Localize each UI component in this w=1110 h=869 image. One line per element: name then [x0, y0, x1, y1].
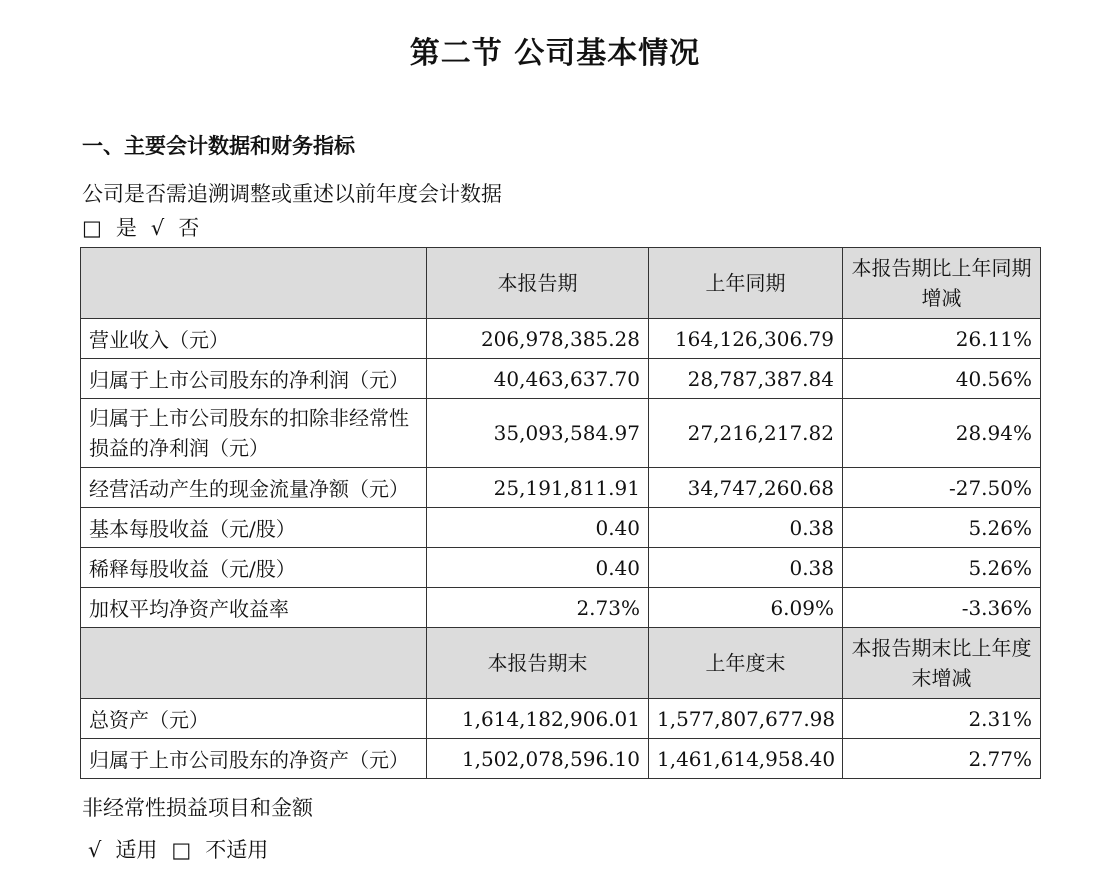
prior-value: 1,461,614,958.40: [649, 739, 843, 779]
row-label: 加权平均净资产收益率: [81, 588, 427, 628]
restate-question: 公司是否需追溯调整或重述以前年度会计数据: [82, 182, 502, 206]
prior-value: 164,126,306.79: [649, 319, 843, 359]
table-row: [81, 508, 1041, 548]
yes-label: 是: [115, 216, 137, 240]
current-value: 0.40: [427, 548, 649, 588]
header-cell: 本报告期比上年同期增减: [843, 248, 1041, 319]
row-label: 总资产（元）: [81, 699, 427, 739]
applicable-label: 适用: [115, 838, 158, 862]
change-value: 28.94%: [843, 399, 1041, 468]
header-cell: 上年度末: [649, 628, 843, 699]
table-row: [81, 548, 1041, 588]
not-applicable-label: 不适用: [205, 838, 269, 862]
no-checkmark[interactable]: √: [150, 216, 165, 240]
page-title: 第二节 公司基本情况: [409, 36, 701, 71]
row-label: 基本每股收益（元/股）: [81, 508, 427, 548]
change-value: 26.11%: [843, 319, 1041, 359]
table-row: [81, 699, 1041, 739]
table-row: [81, 468, 1041, 508]
table-row: [81, 399, 1041, 468]
row-label: 归属于上市公司股东的扣除非经常性损益的净利润（元）: [81, 399, 427, 468]
current-value: 2.73%: [427, 588, 649, 628]
change-value: 40.56%: [843, 359, 1041, 399]
current-value: 206,978,385.28: [427, 319, 649, 359]
prior-value: 0.38: [649, 548, 843, 588]
current-value: 40,463,637.70: [427, 359, 649, 399]
header-cell: [81, 628, 427, 699]
table-header-row: [81, 628, 1041, 699]
current-value: 1,502,078,596.10: [427, 739, 649, 779]
row-label: 稀释每股收益（元/股）: [81, 548, 427, 588]
prior-value: 27,216,217.82: [649, 399, 843, 468]
change-value: 2.77%: [843, 739, 1041, 779]
header-cell: 上年同期: [649, 248, 843, 319]
row-label: 归属于上市公司股东的净资产（元）: [81, 739, 427, 779]
prior-value: 6.09%: [649, 588, 843, 628]
change-value: 5.26%: [843, 508, 1041, 548]
current-value: 35,093,584.97: [427, 399, 649, 468]
section-heading: 一、主要会计数据和财务指标: [82, 134, 355, 158]
row-label: 营业收入（元）: [81, 319, 427, 359]
change-value: 5.26%: [843, 548, 1041, 588]
header-cell: 本报告期末: [427, 628, 649, 699]
prior-value: 1,577,807,677.98: [649, 699, 843, 739]
row-label: 经营活动产生的现金流量净额（元）: [81, 468, 427, 508]
prior-value: 34,747,260.68: [649, 468, 843, 508]
header-cell: 本报告期: [427, 248, 649, 319]
no-label: 否: [178, 216, 200, 240]
table-row: [81, 359, 1041, 399]
prior-value: 0.38: [649, 508, 843, 548]
change-value: 2.31%: [843, 699, 1041, 739]
current-value: 0.40: [427, 508, 649, 548]
header-cell: [81, 248, 427, 319]
yes-checkbox[interactable]: □: [82, 216, 102, 240]
change-value: -27.50%: [843, 468, 1041, 508]
nonrecurring-heading: 非经常性损益项目和金额: [82, 796, 313, 820]
nonrecurring-options: [82, 834, 268, 864]
current-value: 1,614,182,906.01: [427, 699, 649, 739]
prior-value: 28,787,387.84: [649, 359, 843, 399]
applicable-checkmark[interactable]: √: [88, 838, 102, 862]
table-row: [81, 588, 1041, 628]
restate-options: [82, 212, 199, 242]
table-row: [81, 319, 1041, 359]
table-header-row: [81, 248, 1041, 319]
row-label: 归属于上市公司股东的净利润（元）: [81, 359, 427, 399]
table-row: [81, 739, 1041, 779]
current-value: 25,191,811.91: [427, 468, 649, 508]
financial-data-table: [80, 247, 1041, 779]
change-value: -3.36%: [843, 588, 1041, 628]
header-cell: 本报告期末比上年度末增减: [843, 628, 1041, 699]
not-applicable-checkbox[interactable]: □: [171, 838, 192, 862]
